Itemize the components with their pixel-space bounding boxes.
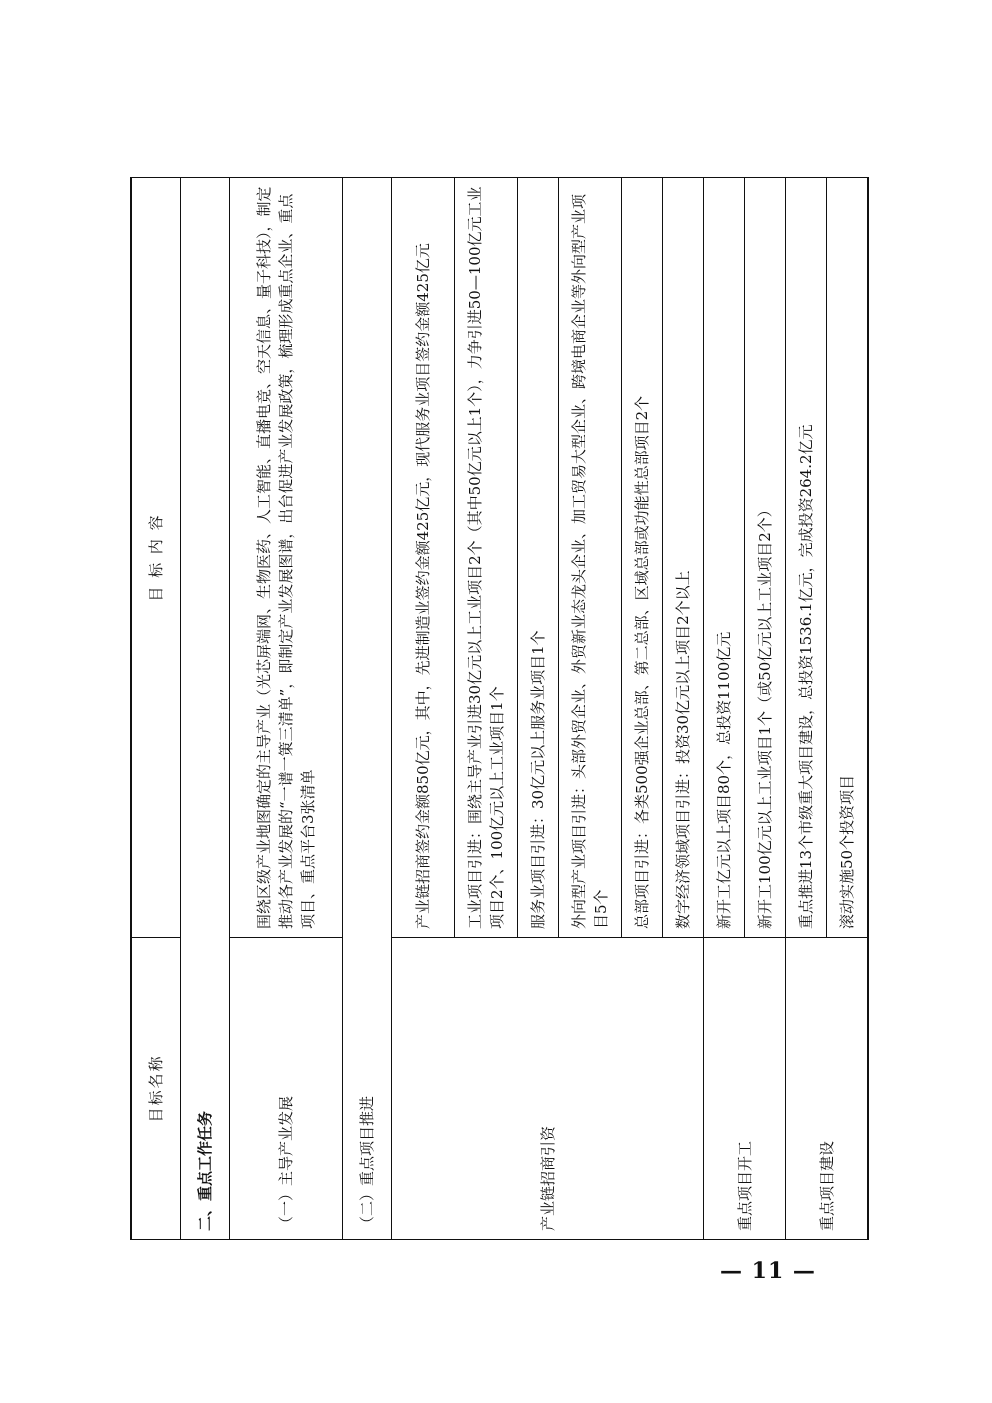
section-title-key-tasks: 二、重点工作任务 xyxy=(181,178,230,1240)
section-title-key-projects: （二）重点项目推进 xyxy=(343,178,392,1240)
table-row xyxy=(392,178,455,1240)
target-name-main-industry: （一）主导产业发展 xyxy=(230,938,343,1240)
target-content-construction-start-1: 新开工亿元以上项目80个，总投资1100亿元 xyxy=(704,178,745,938)
table-row xyxy=(786,178,827,1240)
header-target-content: 目 标 内 容 xyxy=(131,178,181,938)
target-name-construction: 重点项目建设 xyxy=(786,938,869,1240)
target-content-investment-3: 服务业项目引进：30亿元以上服务业项目1个 xyxy=(518,178,559,938)
table-row xyxy=(181,178,230,1240)
target-content-construction-1: 重点推进13个市级重大项目建设，总投资1536.1亿元，完成投资264.2亿元 xyxy=(786,178,827,938)
target-content-construction-2: 滚动实施50个投资项目 xyxy=(827,178,869,938)
target-content-investment-6: 数字经济领域项目引进：投资30亿元以上项目2个以上 xyxy=(663,178,704,938)
target-content-main-industry: 围绕区级产业地图确定的主导产业（光芯屏端网、生物医药、人工智能、直播电竞、空天信息、量子科技），制定推动各产业发展的“一谱一策三清单”，即制定产业发展图谱，出台促进产业发展政策，梳理形成重点企业、重点项目、重点平台3张清单 xyxy=(230,178,343,938)
target-name-investment: 产业链招商引资 xyxy=(392,938,704,1240)
target-content-investment-1: 产业链招商签约金额850亿元，其中，先进制造业签约金额425亿元，现代服务业项目签约金额425亿元 xyxy=(392,178,455,938)
page-number: — 11 — xyxy=(720,1258,816,1284)
table-header-row xyxy=(131,178,181,1240)
table-row xyxy=(704,178,745,1240)
rotated-table-container xyxy=(130,178,859,1240)
header-target-name: 目标名称 xyxy=(131,938,181,1240)
target-name-construction-start: 重点项目开工 xyxy=(704,938,786,1240)
target-content-investment-5: 总部项目引进：各类500强企业总部、第二总部、区域总部或功能性总部项目2个 xyxy=(622,178,663,938)
targets-table xyxy=(130,177,869,1240)
table-row xyxy=(230,178,343,1240)
target-content-investment-2: 工业项目引进：围绕主导产业引进30亿元以上工业项目2个（其中50亿元以上1个），力争引进50—100亿元工业项目2个、100亿元以上工业项目1个 xyxy=(455,178,518,938)
target-content-investment-4: 外向型产业项目引进：头部外贸企业、外贸新业态龙头企业、加工贸易大型企业、跨境电商企业等外向型产业项目5个 xyxy=(559,178,622,938)
target-content-construction-start-2: 新开工100亿元以上工业项目1个（或50亿元以上工业项目2个） xyxy=(745,178,786,938)
table-row xyxy=(343,178,392,1240)
rotated-table-area xyxy=(130,178,859,1240)
